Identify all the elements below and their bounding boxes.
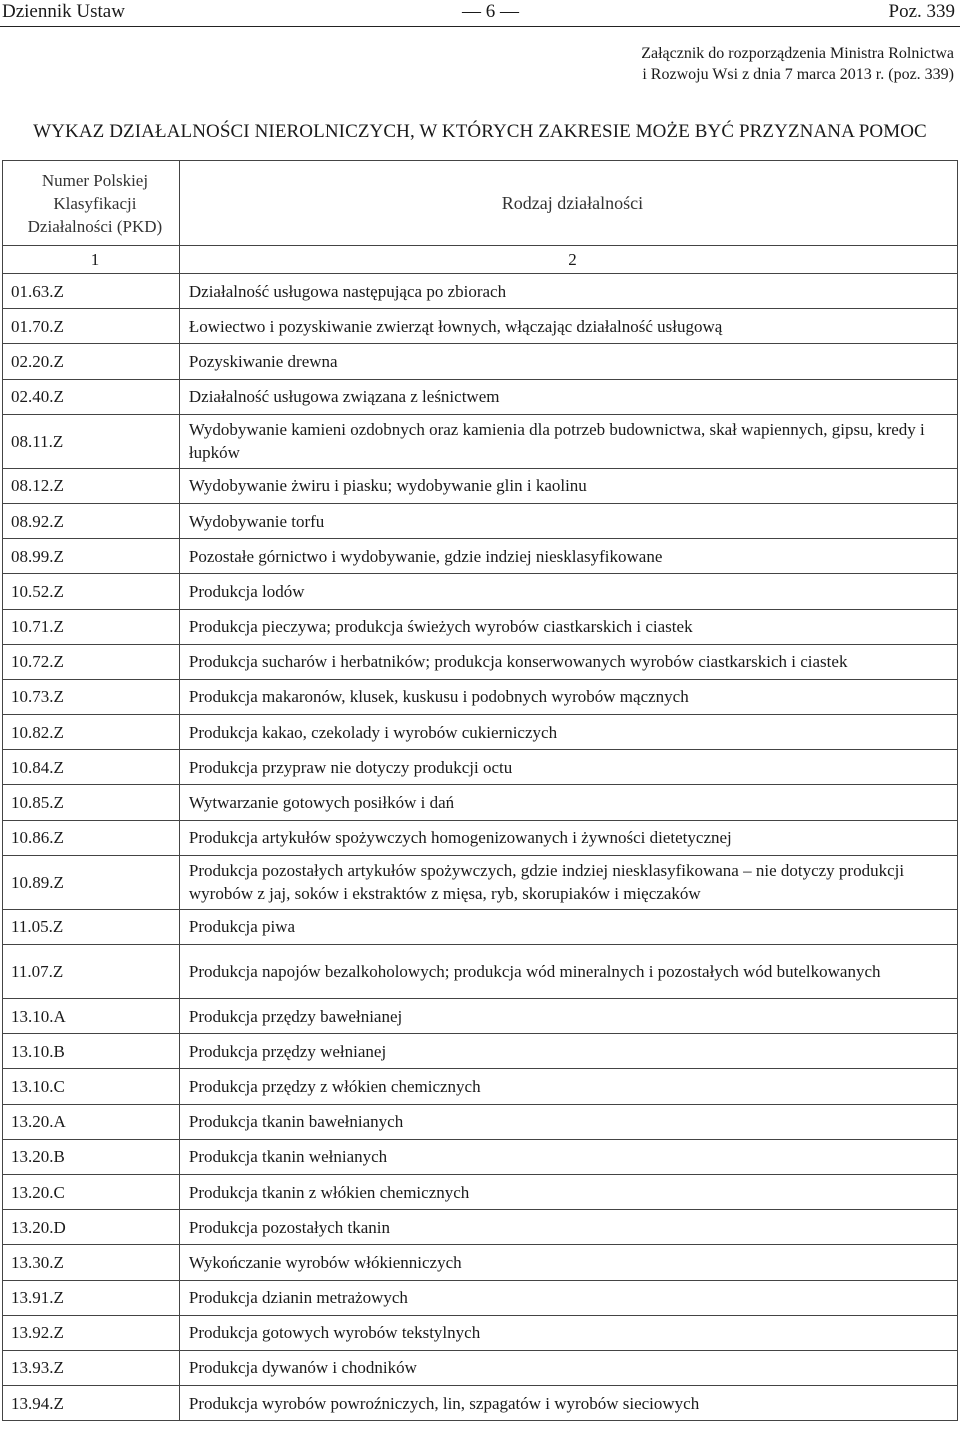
activity-description: Produkcja przędzy wełnianej bbox=[179, 1034, 957, 1069]
pkd-code: 13.91.Z bbox=[3, 1280, 180, 1315]
activity-description: Produkcja lodów bbox=[179, 574, 957, 609]
annex-line-1: Załącznik do rozporządzenia Ministra Rolnictwa bbox=[641, 45, 954, 62]
table-row bbox=[3, 1210, 958, 1245]
table-row bbox=[3, 379, 958, 414]
journal-name: Dziennik Ustaw bbox=[2, 1, 125, 22]
pkd-code: 10.82.Z bbox=[3, 715, 180, 750]
pkd-code: 10.52.Z bbox=[3, 574, 180, 609]
table-row bbox=[3, 1104, 958, 1139]
table-row bbox=[3, 609, 958, 644]
table-row bbox=[3, 785, 958, 820]
pkd-code: 01.70.Z bbox=[3, 309, 180, 344]
pkd-code: 10.85.Z bbox=[3, 785, 180, 820]
table-row bbox=[3, 750, 958, 785]
activity-description: Produkcja dzianin metrażowych bbox=[179, 1280, 957, 1315]
activity-description: Produkcja kakao, czekolady i wyrobów cukierniczych bbox=[179, 715, 957, 750]
pkd-code: 11.07.Z bbox=[3, 945, 180, 999]
activity-description: Produkcja przędzy z włókien chemicznych bbox=[179, 1069, 957, 1104]
pkd-code: 13.94.Z bbox=[3, 1386, 180, 1421]
activity-description: Działalność usługowa następująca po zbiorach bbox=[179, 274, 957, 309]
pkd-code: 10.72.Z bbox=[3, 644, 180, 679]
table-row bbox=[3, 820, 958, 855]
activity-description: Produkcja tkanin wełnianych bbox=[179, 1139, 957, 1174]
pkd-code: 13.30.Z bbox=[3, 1245, 180, 1280]
activity-description: Wytwarzanie gotowych posiłków i dań bbox=[179, 785, 957, 820]
table-row bbox=[3, 715, 958, 750]
column-header-pkd-line-2: Klasyfikacji bbox=[53, 193, 137, 213]
activity-description: Pozyskiwanie drewna bbox=[179, 344, 957, 379]
pkd-code: 13.20.C bbox=[3, 1174, 180, 1209]
column-header-activity: Rodzaj działalności bbox=[179, 161, 957, 246]
page-header bbox=[0, 0, 960, 26]
activity-description: Produkcja pozostałych tkanin bbox=[179, 1210, 957, 1245]
pkd-code: 10.71.Z bbox=[3, 609, 180, 644]
activity-description: Produkcja napojów bezalkoholowych; produkcja wód mineralnych i pozostałych wód butelkowanych bbox=[179, 945, 957, 999]
pkd-code: 13.10.C bbox=[3, 1069, 180, 1104]
activity-description: Produkcja sucharów i herbatników; produkcja konserwowanych wyrobów ciastkarskich i ciastek bbox=[179, 644, 957, 679]
table-row bbox=[3, 855, 958, 909]
pkd-code: 10.84.Z bbox=[3, 750, 180, 785]
table-row bbox=[3, 468, 958, 503]
activity-description: Wydobywanie kamieni ozdobnych oraz kamienia dla potrzeb budownictwa, skał wapiennych, gipsu, kredy i łupków bbox=[179, 414, 957, 468]
table-row bbox=[3, 1069, 958, 1104]
pkd-code: 13.10.A bbox=[3, 999, 180, 1034]
table-row bbox=[3, 945, 958, 999]
pkd-code: 13.20.D bbox=[3, 1210, 180, 1245]
table-row bbox=[3, 1350, 958, 1385]
table-row bbox=[3, 1174, 958, 1209]
activity-description: Wykończanie wyrobów włókienniczych bbox=[179, 1245, 957, 1280]
pkd-code: 08.92.Z bbox=[3, 503, 180, 538]
activity-description: Produkcja przypraw nie dotyczy produkcji octu bbox=[179, 750, 957, 785]
table-row bbox=[3, 309, 958, 344]
document-title: WYKAZ DZIAŁALNOŚCI NIEROLNICZYCH, W KTÓRYCH ZAKRESIE MOŻE BYĆ PRZYZNANA POMOC bbox=[33, 121, 927, 142]
table-body bbox=[3, 274, 958, 1421]
activity-description: Produkcja tkanin z włókien chemicznych bbox=[179, 1174, 957, 1209]
pkd-code: 08.11.Z bbox=[3, 414, 180, 468]
page-number: — 6 — bbox=[462, 1, 519, 22]
table-row bbox=[3, 574, 958, 609]
activity-description: Produkcja przędzy bawełnianej bbox=[179, 999, 957, 1034]
table-row bbox=[3, 503, 958, 538]
pkd-code: 08.12.Z bbox=[3, 468, 180, 503]
activity-description: Produkcja makaronów, klusek, kuskusu i podobnych wyrobów mącznych bbox=[179, 679, 957, 714]
table-row bbox=[3, 414, 958, 468]
table-row bbox=[3, 679, 958, 714]
pkd-code: 13.20.A bbox=[3, 1104, 180, 1139]
table-row bbox=[3, 1315, 958, 1350]
pkd-code: 10.89.Z bbox=[3, 855, 180, 909]
pkd-code: 11.05.Z bbox=[3, 909, 180, 944]
table-row bbox=[3, 344, 958, 379]
activity-description: Produkcja piwa bbox=[179, 909, 957, 944]
pkd-code: 01.63.Z bbox=[3, 274, 180, 309]
table-header-row bbox=[3, 161, 958, 246]
table-row bbox=[3, 1139, 958, 1174]
pkd-code: 10.73.Z bbox=[3, 679, 180, 714]
activity-description: Wydobywanie żwiru i piasku; wydobywanie glin i kaolinu bbox=[179, 468, 957, 503]
pkd-code: 13.92.Z bbox=[3, 1315, 180, 1350]
pkd-code: 13.10.B bbox=[3, 1034, 180, 1069]
annex-line-2: i Rozwoju Wsi z dnia 7 marca 2013 r. (poz. 339) bbox=[642, 66, 954, 83]
column-number-row bbox=[3, 246, 958, 274]
activity-description: Produkcja pozostałych artykułów spożywczych, gdzie indziej niesklasyfikowana – nie dotyczy produkcji wyrobów z jaj, soków i ekstraktów z mięsa, ryb, skorupiaków i mięczaków bbox=[179, 855, 957, 909]
column-header-pkd-line-1: Numer Polskiej bbox=[41, 170, 149, 190]
table-row bbox=[3, 539, 958, 574]
pkd-code: 02.20.Z bbox=[3, 344, 180, 379]
table-row bbox=[3, 909, 958, 944]
pkd-code: 13.93.Z bbox=[3, 1350, 180, 1385]
activity-description: Produkcja wyrobów powroźniczych, lin, szpagatów i wyrobów sieciowych bbox=[179, 1386, 957, 1421]
annex-note bbox=[641, 43, 954, 85]
activity-description: Pozostałe górnictwo i wydobywanie, gdzie indziej niesklasyfikowane bbox=[179, 539, 957, 574]
column-header-pkd bbox=[3, 161, 180, 246]
table-row bbox=[3, 1386, 958, 1421]
activity-description: Produkcja artykułów spożywczych homogenizowanych i żywności dietetycznej bbox=[179, 820, 957, 855]
activity-description: Produkcja gotowych wyrobów tekstylnych bbox=[179, 1315, 957, 1350]
table-row bbox=[3, 1034, 958, 1069]
column-number-1: 1 bbox=[3, 246, 180, 274]
position-number: Poz. 339 bbox=[888, 1, 955, 22]
activity-description: Łowiectwo i pozyskiwanie zwierząt łownych, włączając działalność usługową bbox=[179, 309, 957, 344]
table-row bbox=[3, 644, 958, 679]
activity-description: Produkcja pieczywa; produkcja świeżych wyrobów ciastkarskich i ciastek bbox=[179, 609, 957, 644]
pkd-code: 02.40.Z bbox=[3, 379, 180, 414]
pkd-code: 08.99.Z bbox=[3, 539, 180, 574]
header-rule bbox=[0, 26, 960, 27]
column-number-2: 2 bbox=[179, 246, 957, 274]
table-row bbox=[3, 274, 958, 309]
column-header-pkd-line-3: Działalności (PKD) bbox=[27, 216, 163, 236]
activity-description: Produkcja tkanin bawełnianych bbox=[179, 1104, 957, 1139]
table-row bbox=[3, 1245, 958, 1280]
activity-description: Działalność usługowa związana z leśnictwem bbox=[179, 379, 957, 414]
table-row bbox=[3, 999, 958, 1034]
activity-description: Wydobywanie torfu bbox=[179, 503, 957, 538]
pkd-code: 13.20.B bbox=[3, 1139, 180, 1174]
pkd-table bbox=[2, 160, 958, 1421]
table-row bbox=[3, 1280, 958, 1315]
pkd-code: 10.86.Z bbox=[3, 820, 180, 855]
activity-description: Produkcja dywanów i chodników bbox=[179, 1350, 957, 1385]
